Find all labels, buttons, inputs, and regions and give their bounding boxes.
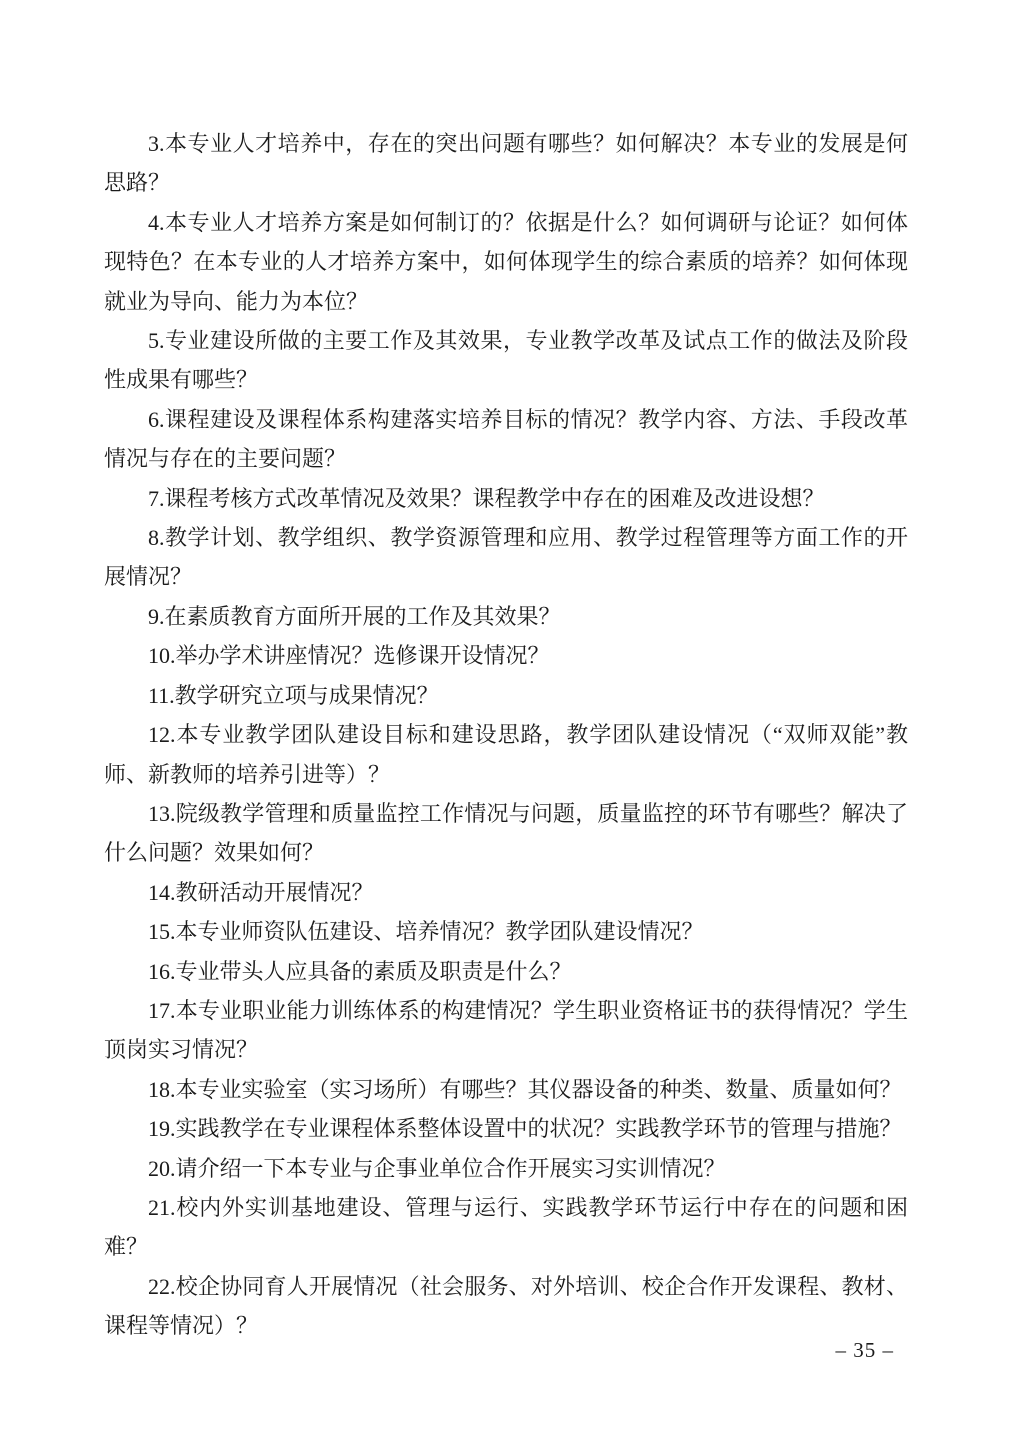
question-paragraph: 5.专业建设所做的主要工作及其效果，专业教学改革及试点工作的做法及阶段性成果有哪些？ [104, 328, 908, 393]
question-paragraph: 3.本专业人才培养中，存在的突出问题有哪些？如何解决？本专业的发展是何思路？ [104, 131, 908, 196]
question-paragraph: 19.实践教学在专业课程体系整体设置中的状况？实践教学环节的管理与措施？ [148, 1116, 902, 1142]
question-paragraph: 7.课程考核方式改革情况及效果？课程教学中存在的困难及改进设想？ [148, 485, 825, 511]
question-list [104, 124, 908, 1346]
question-paragraph: 10.举办学术讲座情况？选修课开设情况？ [148, 643, 550, 669]
question-paragraph: 15.本专业师资队伍建设、培养情况？教学团队建设情况？ [148, 919, 704, 945]
question-paragraph: 17.本专业职业能力训练体系的构建情况？学生职业资格证书的获得情况？学生顶岗实习情况？ [104, 997, 908, 1063]
question-paragraph: 20.请介绍一下本专业与企事业单位合作开展实习实训情况？ [148, 1155, 726, 1181]
question-paragraph: 22.校企协同育人开展情况（社会服务、对外培训、校企合作开发课程、教材、课程等情况）？ [104, 1273, 908, 1339]
question-paragraph: 13.院级教学管理和质量监控工作情况与问题，质量监控的环节有哪些？解决了什么问题？效果如何？ [104, 800, 908, 866]
page-number: – 35 – [835, 1338, 894, 1362]
question-paragraph: 6.课程建设及课程体系构建落实培养目标的情况？教学内容、方法、手段改革情况与存在的主要问题？ [104, 406, 908, 472]
question-paragraph: 4.本专业人才培养方案是如何制订的？依据是什么？如何调研与论证？如何体现特色？在本专业的人才培养方案中，如何体现学生的综合素质的培养？如何体现就业为导向、能力为本位？ [104, 209, 908, 314]
question-paragraph: 21.校内外实训基地建设、管理与运行、实践教学环节运行中存在的问题和困难？ [104, 1194, 908, 1260]
question-paragraph: 11.教学研究立项与成果情况？ [148, 682, 439, 708]
question-paragraph: 18.本专业实验室（实习场所）有哪些？其仪器设备的种类、数量、质量如何？ [148, 1076, 902, 1102]
question-paragraph: 12.本专业教学团队建设目标和建设思路，教学团队建设情况（“双师双能”教师、新教师的培养引进等）？ [104, 722, 908, 787]
question-paragraph: 8.教学计划、教学组织、教学资源管理和应用、教学过程管理等方面工作的开展情况？ [104, 525, 908, 590]
question-paragraph: 9.在素质教育方面所开展的工作及其效果？ [148, 603, 561, 629]
question-paragraph: 14.教研活动开展情况？ [148, 879, 374, 905]
question-paragraph: 16.专业带头人应具备的素质及职责是什么？ [148, 958, 572, 984]
